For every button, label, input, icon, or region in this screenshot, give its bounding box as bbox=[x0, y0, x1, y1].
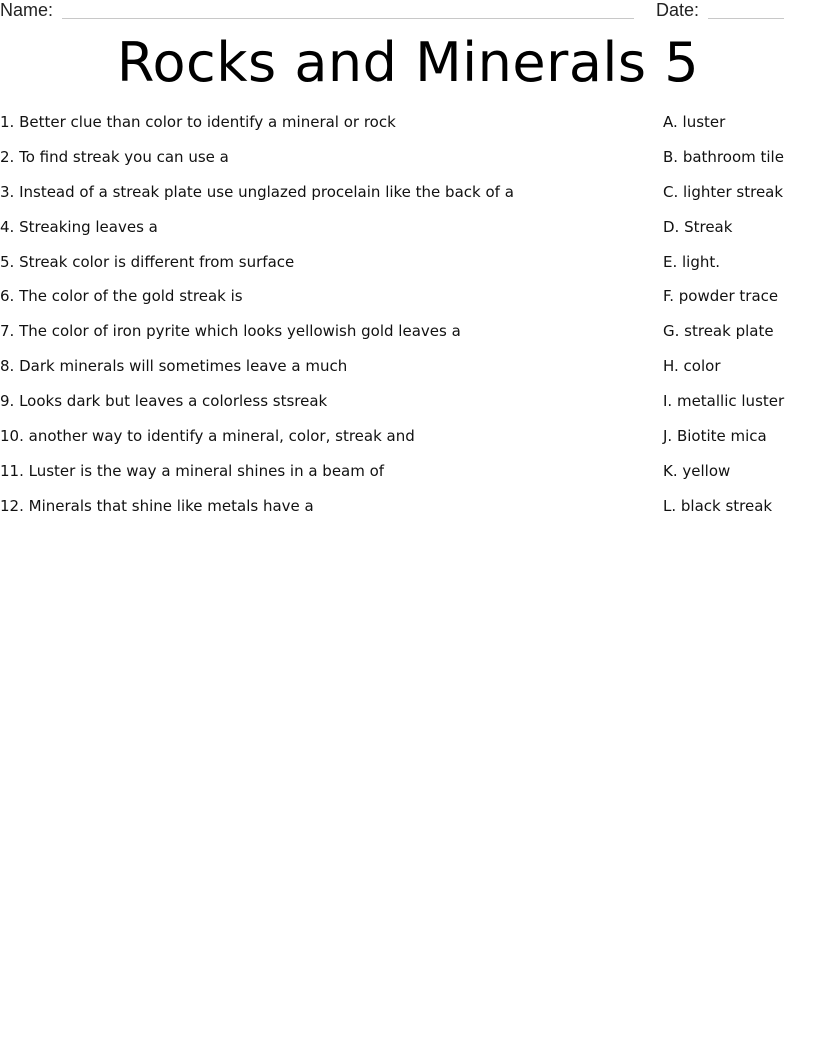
worksheet-header bbox=[0, 0, 816, 24]
page-title: Rocks and Minerals 5 bbox=[116, 31, 700, 94]
question-item: 3. Instead of a streak plate use unglazed procelain like the back of a bbox=[0, 182, 514, 201]
question-item: 4. Streaking leaves a bbox=[0, 217, 158, 236]
question-item: 9. Looks dark but leaves a colorless stsreak bbox=[0, 392, 328, 411]
answers-list bbox=[663, 112, 816, 531]
answer-item: H. color bbox=[663, 357, 721, 376]
question-item: 6. The color of the gold streak is bbox=[0, 287, 243, 306]
answer-item: I. metallic luster bbox=[663, 392, 785, 411]
date-field-line[interactable] bbox=[708, 18, 784, 19]
question-item: 2. To find streak you can use a bbox=[0, 147, 229, 166]
answer-item: C. lighter streak bbox=[663, 182, 784, 201]
answer-item: A. luster bbox=[663, 113, 726, 131]
answer-item: K. yellow bbox=[663, 461, 731, 480]
answer-item: F. powder trace bbox=[663, 287, 779, 306]
answer-item: B. bathroom tile bbox=[663, 147, 784, 166]
date-label: Date: bbox=[656, 0, 700, 20]
question-item: 12. Minerals that shine like metals have a bbox=[0, 496, 314, 515]
answer-item: E. light. bbox=[663, 252, 721, 271]
question-item: 7. The color of iron pyrite which looks yellowish gold leaves a bbox=[0, 322, 461, 341]
name-field-line[interactable] bbox=[62, 18, 634, 19]
answer-item: G. streak plate bbox=[663, 322, 774, 341]
answer-item: L. black streak bbox=[663, 496, 773, 515]
name-label: Name: bbox=[0, 0, 54, 20]
question-item: 10. another way to identify a mineral, color, streak and bbox=[0, 427, 415, 446]
question-item: 1. Better clue than color to identify a mineral or rock bbox=[0, 113, 396, 131]
questions-list bbox=[0, 112, 640, 531]
question-item: 11. Luster is the way a mineral shines in a beam of bbox=[0, 461, 385, 480]
question-item: 5. Streak color is different from surface bbox=[0, 252, 295, 271]
answer-item: D. Streak bbox=[663, 217, 733, 236]
question-item: 8. Dark minerals will sometimes leave a much bbox=[0, 357, 348, 376]
answer-item: J. Biotite mica bbox=[663, 427, 767, 446]
